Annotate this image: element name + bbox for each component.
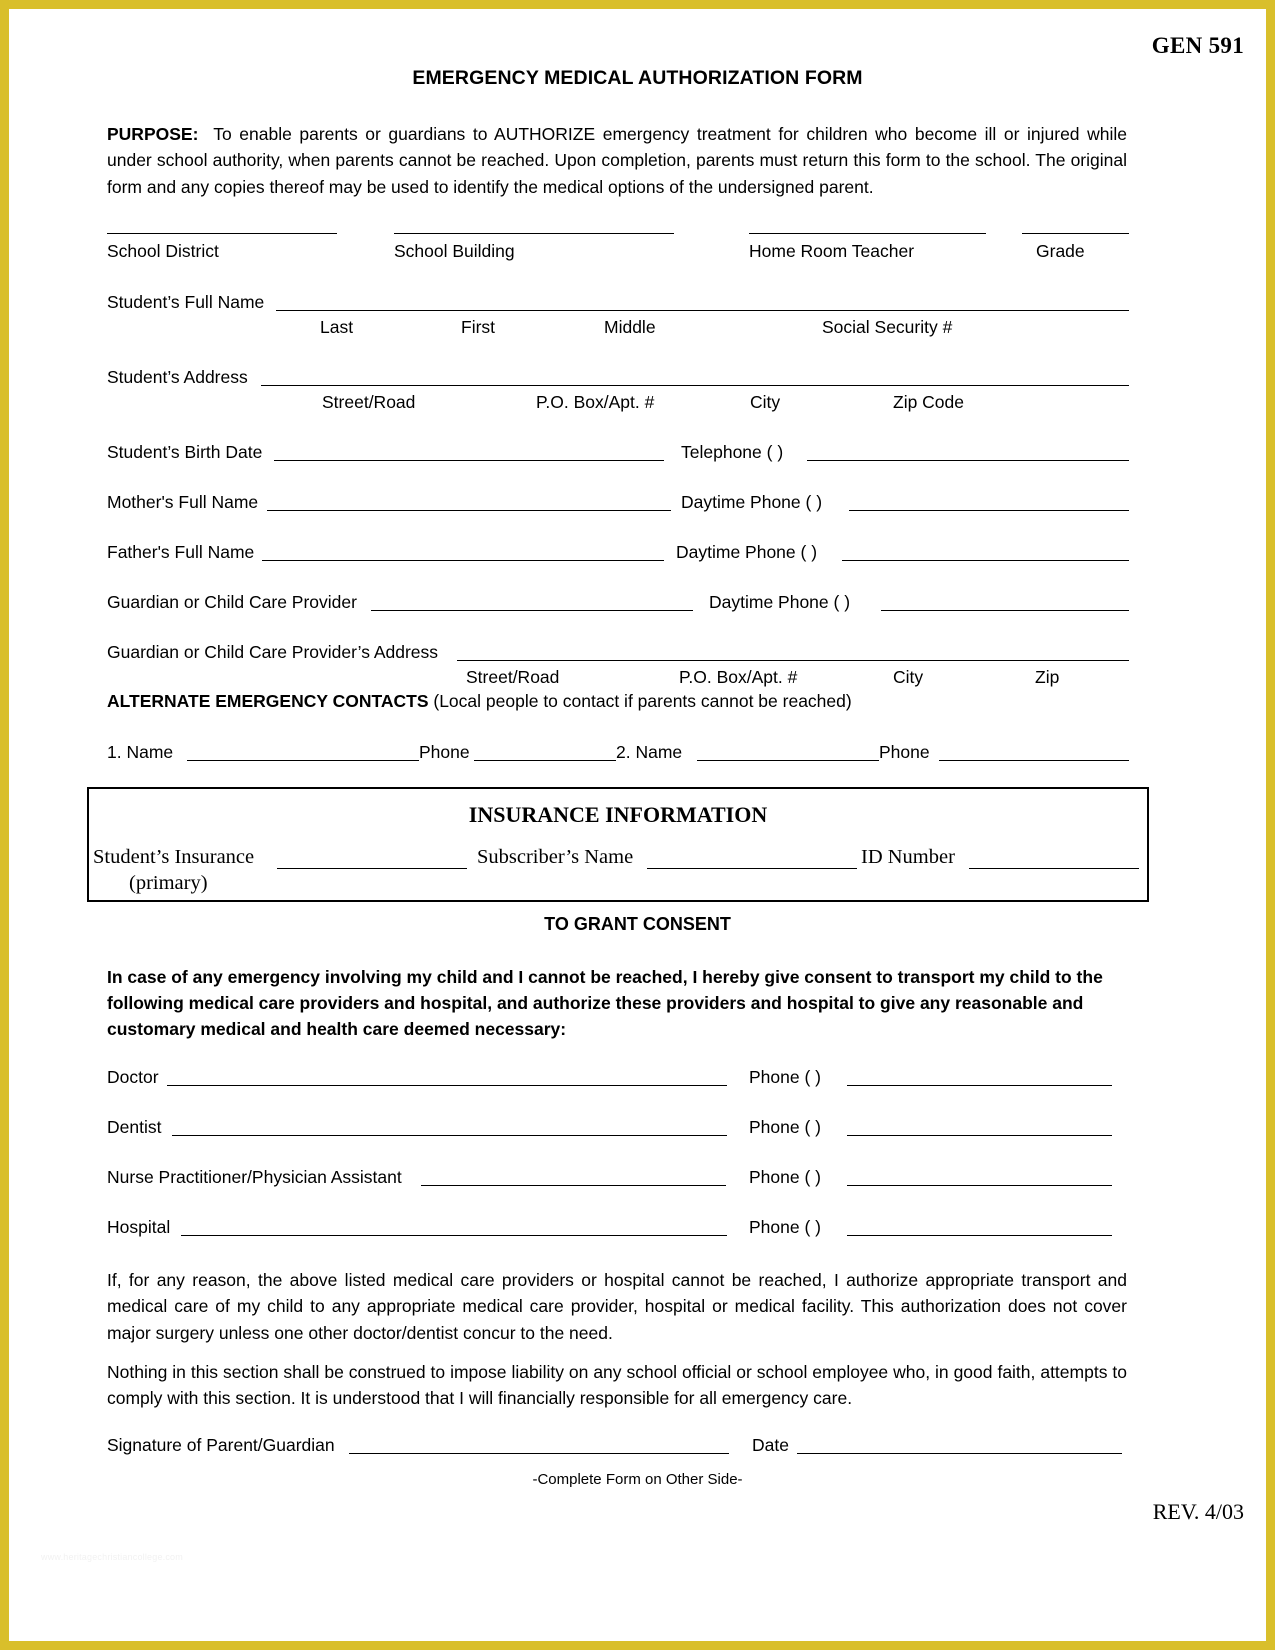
guardian-provider-label: Guardian or Child Care Provider <box>107 592 357 612</box>
date-label: Date <box>752 1435 789 1455</box>
guardian-address-blank[interactable] <box>457 660 1129 661</box>
mother-full-name-blank[interactable] <box>267 510 671 511</box>
student-full-name-blank[interactable] <box>276 310 1129 311</box>
mother-daytime-phone-blank[interactable] <box>849 510 1129 511</box>
student-insurance-label: Student’s Insurance <box>93 846 255 868</box>
student-address-label: Student’s Address <box>107 367 248 387</box>
hospital-label: Hospital <box>107 1217 171 1237</box>
father-daytime-phone-blank[interactable] <box>842 560 1129 561</box>
id-number-label: ID Number <box>861 846 955 868</box>
father-daytime-phone-label: Daytime Phone ( ) <box>676 542 818 562</box>
contact1-name-blank[interactable] <box>187 760 419 761</box>
social-security-label: Social Security # <box>822 317 953 337</box>
hospital-phone-blank[interactable] <box>847 1235 1112 1236</box>
nurse-practitioner-phone-label: Phone ( ) <box>749 1167 821 1187</box>
guardian-address-zip-label: Zip <box>1035 667 1060 687</box>
doctor-label: Doctor <box>107 1067 159 1087</box>
contact2-name-blank[interactable] <box>697 760 879 761</box>
school-district-label: School District <box>107 241 219 261</box>
student-full-name-label: Student’s Full Name <box>107 292 265 312</box>
student-insurance-sublabel: (primary) <box>129 872 208 894</box>
name-part-first-label: First <box>461 317 496 337</box>
date-blank[interactable] <box>797 1453 1122 1454</box>
student-telephone-blank[interactable] <box>807 460 1129 461</box>
contact1-phone-blank[interactable] <box>474 760 616 761</box>
address-part-street-label: Street/Road <box>322 392 416 412</box>
mother-daytime-phone-label: Daytime Phone ( ) <box>681 492 823 512</box>
student-birth-date-label: Student’s Birth Date <box>107 442 263 462</box>
dentist-phone-blank[interactable] <box>847 1135 1112 1136</box>
nurse-practitioner-phone-blank[interactable] <box>847 1185 1112 1186</box>
id-number-blank[interactable] <box>969 868 1139 869</box>
dentist-blank[interactable] <box>172 1135 727 1136</box>
dentist-label: Dentist <box>107 1117 162 1137</box>
purpose-label: PURPOSE: <box>107 124 199 144</box>
complete-other-side-note: -Complete Form on Other Side- <box>532 1471 743 1488</box>
form-code: GEN 591 <box>1151 33 1244 58</box>
contact2-phone-label: Phone <box>879 742 930 762</box>
hospital-blank[interactable] <box>181 1235 727 1236</box>
purpose-block <box>107 121 1127 200</box>
subscriber-name-blank[interactable] <box>647 868 857 869</box>
alternate-contacts-heading: ALTERNATE EMERGENCY CONTACTS <box>107 691 429 711</box>
consent-paragraph-1: If, for any reason, the above listed medical care providers or hospital cannot be reached, I authorize appropriate transport and medical care of my child to any appropriate medical care provider, hospital or medical facility. This authorization does not cover major surgery unless one other doctor/dentist concur to the need. <box>107 1270 1127 1343</box>
school-building-blank[interactable] <box>394 233 674 234</box>
alternate-contacts-note: (Local people to contact if parents cannot be reached) <box>433 691 852 711</box>
grade-blank[interactable] <box>1022 233 1129 234</box>
subscriber-name-label: Subscriber’s Name <box>477 846 634 868</box>
guardian-address-pobox-label: P.O. Box/Apt. # <box>679 667 798 687</box>
student-birth-date-blank[interactable] <box>274 460 664 461</box>
doctor-blank[interactable] <box>167 1085 727 1086</box>
dentist-phone-label: Phone ( ) <box>749 1117 821 1137</box>
school-building-label: School Building <box>394 241 515 261</box>
grant-consent-heading: TO GRANT CONSENT <box>544 914 731 934</box>
form-body <box>9 9 1266 1641</box>
purpose-text: To enable parents or guardians to AUTHORIZE emergency treatment for children who become ill or injured while under school authority, when parents cannot be reached. Upon completion, parents must return this form to the school. The original form and any copies thereof may be used to identify the medical options of the undersigned parent. <box>107 124 1127 197</box>
revision-label: REV. 4/03 <box>1152 1499 1244 1524</box>
mother-full-name-label: Mother's Full Name <box>107 492 259 512</box>
grade-label: Grade <box>1036 241 1085 261</box>
contact1-name-label: 1. Name <box>107 742 174 762</box>
signature-blank[interactable] <box>349 1453 729 1454</box>
nurse-practitioner-label: Nurse Practitioner/Physician Assistant <box>107 1167 402 1187</box>
doctor-phone-blank[interactable] <box>847 1085 1112 1086</box>
doctor-phone-label: Phone ( ) <box>749 1067 821 1087</box>
hospital-phone-label: Phone ( ) <box>749 1217 821 1237</box>
school-district-blank[interactable] <box>107 233 337 234</box>
home-room-teacher-label: Home Room Teacher <box>749 241 915 261</box>
consent-intro-text: In case of any emergency involving my child and I cannot be reached, I hereby give consent to transport my child to the following medical care providers and hospital, and authorize these providers and hospital to give any reasonable and customary medical and health care deemed necessary: <box>107 967 1103 1040</box>
guardian-address-street-label: Street/Road <box>466 667 560 687</box>
student-address-blank[interactable] <box>261 385 1129 386</box>
nurse-practitioner-blank[interactable] <box>421 1185 726 1186</box>
watermark-text: www.heritagechristiancollege.com <box>41 1552 183 1562</box>
alternate-contacts-heading-row <box>107 691 852 712</box>
father-full-name-label: Father's Full Name <box>107 542 255 562</box>
address-part-zip-label: Zip Code <box>893 392 965 412</box>
address-part-city-label: City <box>750 392 781 412</box>
guardian-daytime-phone-blank[interactable] <box>881 610 1129 611</box>
father-full-name-blank[interactable] <box>262 560 664 561</box>
signature-label: Signature of Parent/Guardian <box>107 1435 335 1455</box>
name-part-middle-label: Middle <box>604 317 656 337</box>
consent-paragraph-2: Nothing in this section shall be construed to impose liability on any school official or school employee who, in good faith, attempts to comply with this section. It is understood that I will financially responsible for all emergency care. <box>107 1362 1127 1409</box>
contact1-phone-label: Phone <box>419 742 470 762</box>
student-telephone-label: Telephone ( ) <box>681 442 784 462</box>
contact2-phone-blank[interactable] <box>939 760 1129 761</box>
guardian-address-label: Guardian or Child Care Provider’s Address <box>107 642 439 662</box>
student-insurance-blank[interactable] <box>277 868 467 869</box>
insurance-title: INSURANCE INFORMATION <box>468 802 768 827</box>
insurance-information-box <box>87 787 1149 902</box>
guardian-provider-blank[interactable] <box>371 610 693 611</box>
guardian-daytime-phone-label: Daytime Phone ( ) <box>709 592 851 612</box>
name-part-last-label: Last <box>320 317 354 337</box>
guardian-address-city-label: City <box>893 667 924 687</box>
contact2-name-label: 2. Name <box>616 742 683 762</box>
home-room-teacher-blank[interactable] <box>749 233 986 234</box>
address-part-pobox-label: P.O. Box/Apt. # <box>536 392 655 412</box>
page-title: EMERGENCY MEDICAL AUTHORIZATION FORM <box>412 67 863 89</box>
